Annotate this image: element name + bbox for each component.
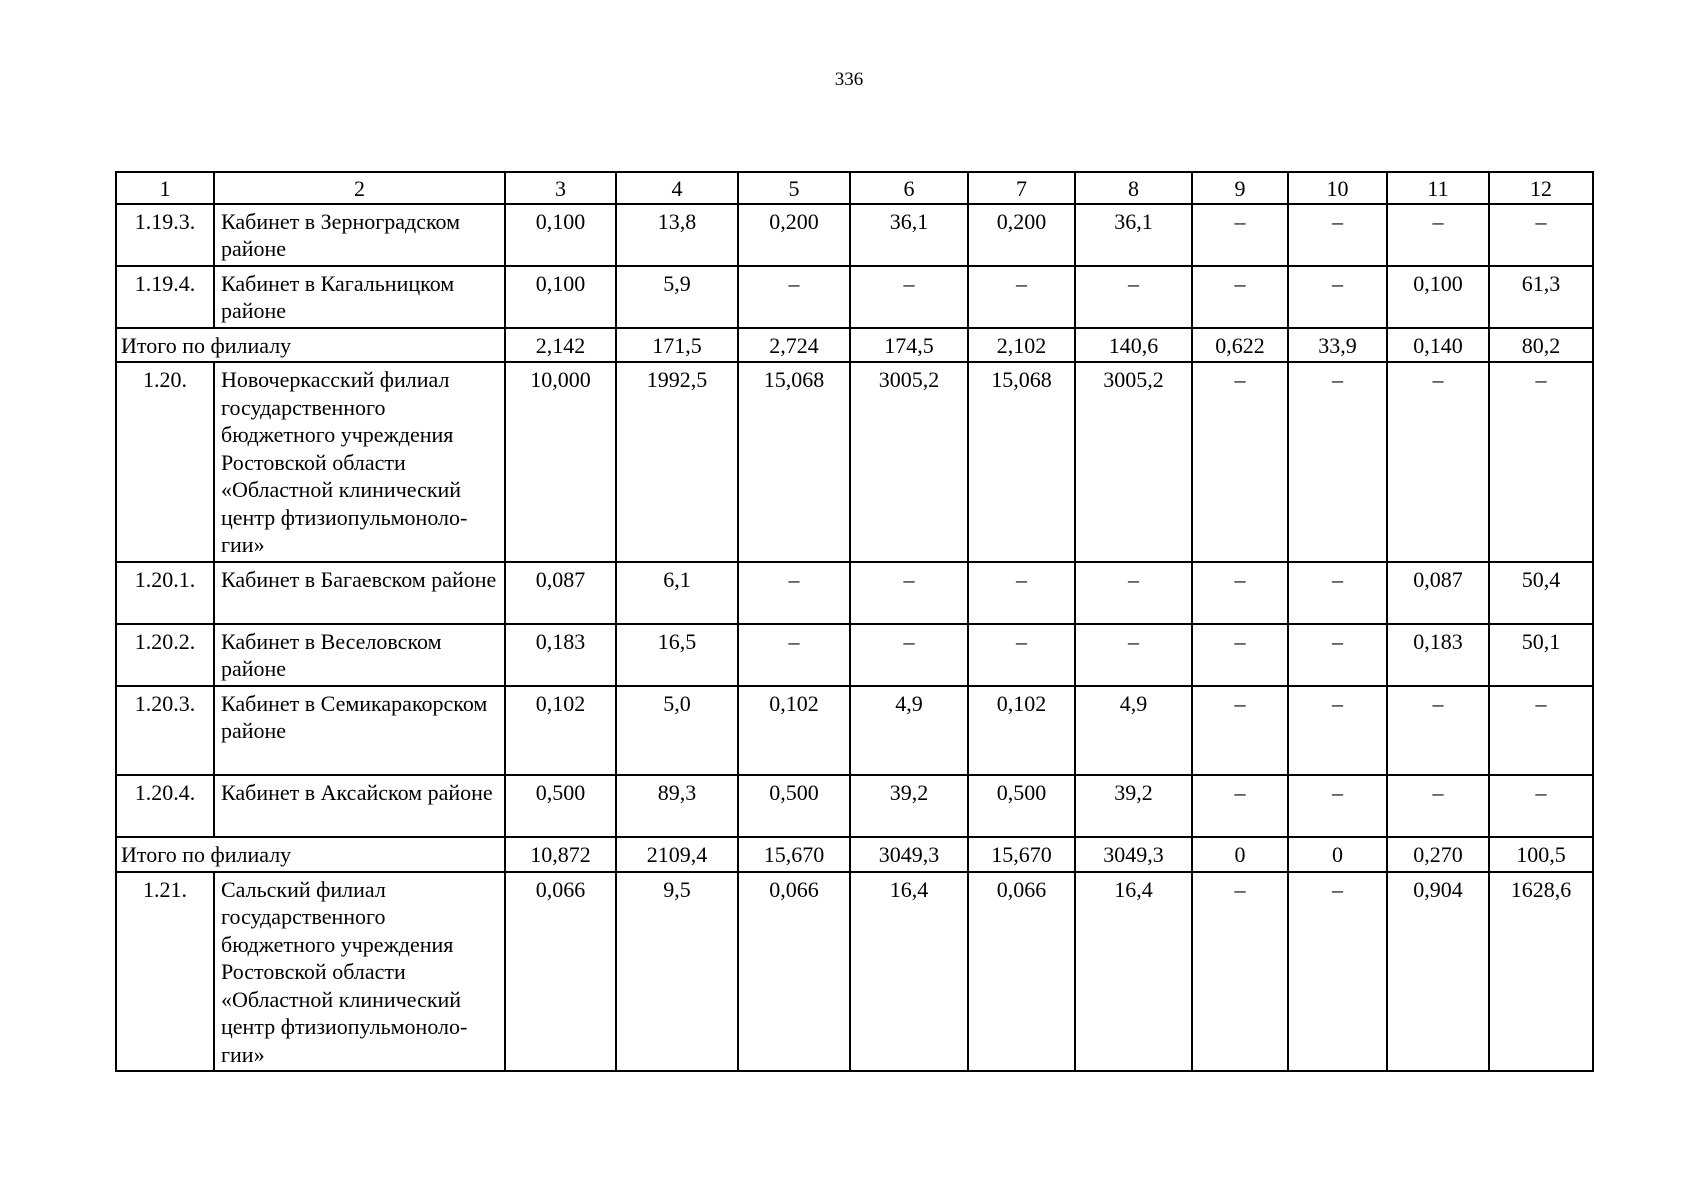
value-cell-col-9: – [1192, 624, 1288, 686]
item-number: 1.19.4. [116, 266, 214, 328]
value-cell-col-11: 0,183 [1387, 624, 1489, 686]
value-cell-col-8: 39,2 [1075, 775, 1192, 837]
value-cell-col-8: 3049,3 [1075, 837, 1192, 872]
data-table [115, 171, 1594, 1072]
value-cell-col-8: 36,1 [1075, 204, 1192, 266]
value-cell-col-8: 3005,2 [1075, 362, 1192, 562]
value-cell-col-7: 0,102 [968, 686, 1075, 776]
table-row [116, 624, 1593, 686]
value-cell-col-8: 16,4 [1075, 872, 1192, 1072]
value-cell-col-11: 0,087 [1387, 562, 1489, 624]
value-cell-col-12: – [1489, 686, 1593, 776]
value-cell-col-3: 0,100 [505, 266, 616, 328]
total-label: Итого по филиалу [116, 328, 505, 363]
item-number: 1.20.2. [116, 624, 214, 686]
value-cell-col-8: 4,9 [1075, 686, 1192, 776]
table-row [116, 362, 1593, 562]
value-cell-col-10: – [1288, 362, 1387, 562]
item-name: Кабинет в Аксайском районе [214, 775, 505, 837]
column-number-header: 3 [505, 172, 616, 204]
table-row [116, 266, 1593, 328]
value-cell-col-7: 15,670 [968, 837, 1075, 872]
value-cell-col-6: – [850, 624, 968, 686]
column-number-header: 9 [1192, 172, 1288, 204]
value-cell-col-10: – [1288, 204, 1387, 266]
item-number: 1.20.4. [116, 775, 214, 837]
value-cell-col-9: – [1192, 562, 1288, 624]
value-cell-col-4: 2109,4 [616, 837, 738, 872]
column-number-header: 6 [850, 172, 968, 204]
value-cell-col-4: 9,5 [616, 872, 738, 1072]
item-number: 1.19.3. [116, 204, 214, 266]
value-cell-col-6: – [850, 266, 968, 328]
value-cell-col-6: 36,1 [850, 204, 968, 266]
value-cell-col-12: – [1489, 204, 1593, 266]
column-number-header: 2 [214, 172, 505, 204]
column-number-header: 11 [1387, 172, 1489, 204]
item-number: 1.20.3. [116, 686, 214, 776]
value-cell-col-8: – [1075, 266, 1192, 328]
value-cell-col-5: 15,670 [738, 837, 850, 872]
value-cell-col-3: 10,000 [505, 362, 616, 562]
value-cell-col-6: 16,4 [850, 872, 968, 1072]
value-cell-col-8: – [1075, 562, 1192, 624]
value-cell-col-3: 2,142 [505, 328, 616, 363]
value-cell-col-6: 3005,2 [850, 362, 968, 562]
column-number-header: 1 [116, 172, 214, 204]
value-cell-col-8: 140,6 [1075, 328, 1192, 363]
item-name: Кабинет в Веселовском районе [214, 624, 505, 686]
value-cell-col-5: 2,724 [738, 328, 850, 363]
value-cell-col-12: 50,1 [1489, 624, 1593, 686]
table-total-row [116, 328, 1593, 363]
column-number-header: 7 [968, 172, 1075, 204]
item-name: Кабинет в Кагальницком районе [214, 266, 505, 328]
value-cell-col-9: 0 [1192, 837, 1288, 872]
value-cell-col-12: 1628,6 [1489, 872, 1593, 1072]
table-body [116, 172, 1593, 1071]
value-cell-col-5: – [738, 624, 850, 686]
value-cell-col-4: 171,5 [616, 328, 738, 363]
value-cell-col-12: 61,3 [1489, 266, 1593, 328]
value-cell-col-3: 0,183 [505, 624, 616, 686]
value-cell-col-10: 33,9 [1288, 328, 1387, 363]
value-cell-col-6: – [850, 562, 968, 624]
column-number-row [116, 172, 1593, 204]
value-cell-col-9: – [1192, 362, 1288, 562]
column-number-header: 10 [1288, 172, 1387, 204]
column-number-header: 12 [1489, 172, 1593, 204]
value-cell-col-7: 15,068 [968, 362, 1075, 562]
value-cell-col-3: 0,500 [505, 775, 616, 837]
value-cell-col-10: – [1288, 266, 1387, 328]
value-cell-col-4: 13,8 [616, 204, 738, 266]
value-cell-col-5: 0,200 [738, 204, 850, 266]
value-cell-col-11: 0,270 [1387, 837, 1489, 872]
value-cell-col-11: – [1387, 204, 1489, 266]
page-number: 336 [834, 69, 864, 90]
value-cell-col-12: – [1489, 775, 1593, 837]
table-row [116, 562, 1593, 624]
value-cell-col-5: – [738, 266, 850, 328]
value-cell-col-11: 0,140 [1387, 328, 1489, 363]
value-cell-col-3: 0,100 [505, 204, 616, 266]
value-cell-col-9: – [1192, 872, 1288, 1072]
value-cell-col-11: 0,100 [1387, 266, 1489, 328]
value-cell-col-7: – [968, 624, 1075, 686]
item-number: 1.21. [116, 872, 214, 1072]
value-cell-col-10: 0 [1288, 837, 1387, 872]
total-label: Итого по филиалу [116, 837, 505, 872]
value-cell-col-6: 174,5 [850, 328, 968, 363]
value-cell-col-6: 4,9 [850, 686, 968, 776]
value-cell-col-9: 0,622 [1192, 328, 1288, 363]
value-cell-col-5: – [738, 562, 850, 624]
value-cell-col-9: – [1192, 266, 1288, 328]
value-cell-col-4: 5,0 [616, 686, 738, 776]
value-cell-col-4: 6,1 [616, 562, 738, 624]
value-cell-col-3: 10,872 [505, 837, 616, 872]
table-row [116, 872, 1593, 1072]
item-number: 1.20. [116, 362, 214, 562]
value-cell-col-7: 0,066 [968, 872, 1075, 1072]
value-cell-col-6: 3049,3 [850, 837, 968, 872]
value-cell-col-3: 0,066 [505, 872, 616, 1072]
value-cell-col-4: 5,9 [616, 266, 738, 328]
value-cell-col-8: – [1075, 624, 1192, 686]
item-name: Кабинет в Багаевском районе [214, 562, 505, 624]
value-cell-col-10: – [1288, 775, 1387, 837]
value-cell-col-12: 50,4 [1489, 562, 1593, 624]
item-name: Кабинет в Семикаракорском районе [214, 686, 505, 776]
item-name: Кабинет в Зерноградском районе [214, 204, 505, 266]
value-cell-col-5: 0,500 [738, 775, 850, 837]
item-name: Новочеркасский филиал государственного бюджетного учреждения Ростовской области «Областной клинический центр фтизиопульмоноло-гии» [214, 362, 505, 562]
value-cell-col-11: 0,904 [1387, 872, 1489, 1072]
item-name: Сальский филиал государственного бюджетного учреждения Ростовской области «Областной клинический центр фтизиопульмоноло-гии» [214, 872, 505, 1072]
value-cell-col-7: 2,102 [968, 328, 1075, 363]
table-total-row [116, 837, 1593, 872]
value-cell-col-9: – [1192, 775, 1288, 837]
value-cell-col-4: 1992,5 [616, 362, 738, 562]
value-cell-col-6: 39,2 [850, 775, 968, 837]
value-cell-col-4: 16,5 [616, 624, 738, 686]
value-cell-col-3: 0,102 [505, 686, 616, 776]
value-cell-col-10: – [1288, 562, 1387, 624]
value-cell-col-12: 100,5 [1489, 837, 1593, 872]
value-cell-col-10: – [1288, 624, 1387, 686]
table-row [116, 204, 1593, 266]
value-cell-col-11: – [1387, 686, 1489, 776]
column-number-header: 5 [738, 172, 850, 204]
value-cell-col-7: 0,500 [968, 775, 1075, 837]
value-cell-col-7: – [968, 562, 1075, 624]
value-cell-col-10: – [1288, 872, 1387, 1072]
value-cell-col-5: 0,102 [738, 686, 850, 776]
value-cell-col-5: 15,068 [738, 362, 850, 562]
table-row [116, 775, 1593, 837]
value-cell-col-12: – [1489, 362, 1593, 562]
value-cell-col-10: – [1288, 686, 1387, 776]
value-cell-col-11: – [1387, 775, 1489, 837]
item-number: 1.20.1. [116, 562, 214, 624]
table-row [116, 686, 1593, 776]
value-cell-col-12: 80,2 [1489, 328, 1593, 363]
value-cell-col-7: – [968, 266, 1075, 328]
value-cell-col-9: – [1192, 204, 1288, 266]
value-cell-col-7: 0,200 [968, 204, 1075, 266]
column-number-header: 8 [1075, 172, 1192, 204]
value-cell-col-11: – [1387, 362, 1489, 562]
value-cell-col-9: – [1192, 686, 1288, 776]
value-cell-col-3: 0,087 [505, 562, 616, 624]
value-cell-col-5: 0,066 [738, 872, 850, 1072]
value-cell-col-4: 89,3 [616, 775, 738, 837]
column-number-header: 4 [616, 172, 738, 204]
